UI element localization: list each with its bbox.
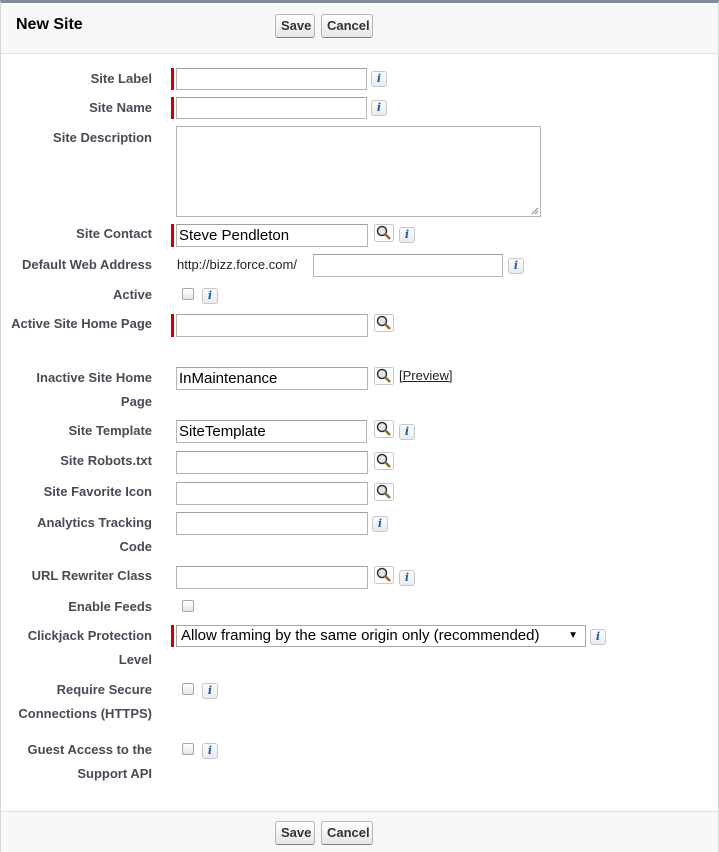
active-checkbox[interactable] (182, 288, 194, 300)
info-icon[interactable]: i (590, 629, 606, 645)
form-body (1, 54, 718, 811)
analytics-tracking-code-input[interactable] (176, 512, 368, 535)
inactive-site-home-page-input[interactable] (176, 367, 368, 390)
dropdown-arrow-icon: ▼ (568, 630, 578, 641)
lookup-icon[interactable] (374, 452, 394, 470)
site-description-label: Site Description (53, 130, 152, 145)
site-contact-label: Site Contact (76, 226, 152, 241)
preview-link[interactable]: [Preview] (399, 368, 453, 383)
required-indicator (171, 68, 174, 90)
active-site-home-page-label: Active Site Home Page (11, 316, 152, 331)
cancel-button-bottom[interactable]: Cancel (321, 821, 373, 845)
site-robots-label: Site Robots.txt (60, 453, 152, 468)
require-secure-connections-label: Require Secure Connections (HTTPS) (18, 682, 152, 721)
save-button-bottom[interactable]: Save (275, 821, 315, 845)
site-description-textarea[interactable] (176, 126, 541, 217)
site-favorite-icon-input[interactable] (176, 482, 368, 505)
cancel-button-top[interactable]: Cancel (321, 14, 373, 38)
site-contact-input[interactable] (176, 224, 368, 247)
site-label-input[interactable] (176, 68, 367, 90)
lookup-icon[interactable] (374, 566, 394, 584)
info-icon[interactable]: i (508, 258, 524, 274)
site-robots-input[interactable] (176, 451, 368, 474)
info-icon[interactable]: i (202, 743, 218, 759)
guest-access-support-api-checkbox[interactable] (182, 743, 194, 755)
clickjack-protection-level-label: Clickjack Protection Level (27, 628, 152, 667)
default-web-address-input[interactable] (313, 254, 503, 277)
site-name-label: Site Name (89, 100, 152, 115)
site-template-label: Site Template (68, 423, 152, 438)
info-icon[interactable]: i (399, 424, 415, 440)
analytics-tracking-code-label: Analytics Tracking Code (37, 515, 152, 554)
info-icon[interactable]: i (399, 227, 415, 243)
enable-feeds-label: Enable Feeds (68, 599, 152, 614)
lookup-icon[interactable] (374, 224, 394, 242)
enable-feeds-checkbox[interactable] (182, 600, 194, 612)
info-icon[interactable]: i (371, 71, 387, 87)
clickjack-protection-selected: Allow framing by the same origin only (recommended) (181, 627, 540, 644)
info-icon[interactable]: i (372, 516, 388, 532)
default-web-address-label: Default Web Address (21, 257, 152, 272)
url-rewriter-class-input[interactable] (176, 566, 368, 589)
info-icon[interactable]: i (371, 100, 387, 116)
site-favorite-icon-label: Site Favorite Icon (43, 484, 152, 499)
clickjack-protection-select[interactable] (176, 625, 586, 647)
required-indicator (171, 224, 174, 247)
lookup-icon[interactable] (374, 420, 394, 438)
inactive-site-home-page-label: Inactive Site Home Page (36, 370, 152, 409)
require-secure-connections-checkbox[interactable] (182, 683, 194, 695)
page-header (1, 3, 718, 54)
site-name-input[interactable] (176, 97, 367, 119)
active-label: Active (112, 287, 152, 302)
resize-grip-icon[interactable] (531, 207, 539, 215)
url-rewriter-class-label: URL Rewriter Class (31, 568, 152, 583)
site-template-input[interactable] (176, 420, 367, 443)
lookup-icon[interactable] (374, 367, 394, 385)
active-site-home-page-input[interactable] (176, 314, 368, 337)
info-icon[interactable]: i (399, 570, 415, 586)
required-indicator (171, 314, 174, 337)
lookup-icon[interactable] (374, 314, 394, 332)
save-button-top[interactable]: Save (275, 14, 315, 38)
required-indicator (171, 625, 174, 647)
required-indicator (171, 97, 174, 119)
info-icon[interactable]: i (202, 288, 218, 304)
web-address-prefix: http://bizz.force.com/ (177, 257, 297, 272)
lookup-icon[interactable] (374, 483, 394, 501)
page-title: New Site (16, 16, 83, 33)
info-icon[interactable]: i (202, 683, 218, 699)
guest-access-support-api-label: Guest Access to the Support API (27, 742, 152, 781)
page-footer (1, 811, 718, 852)
site-label-label: Site Label (90, 71, 152, 86)
